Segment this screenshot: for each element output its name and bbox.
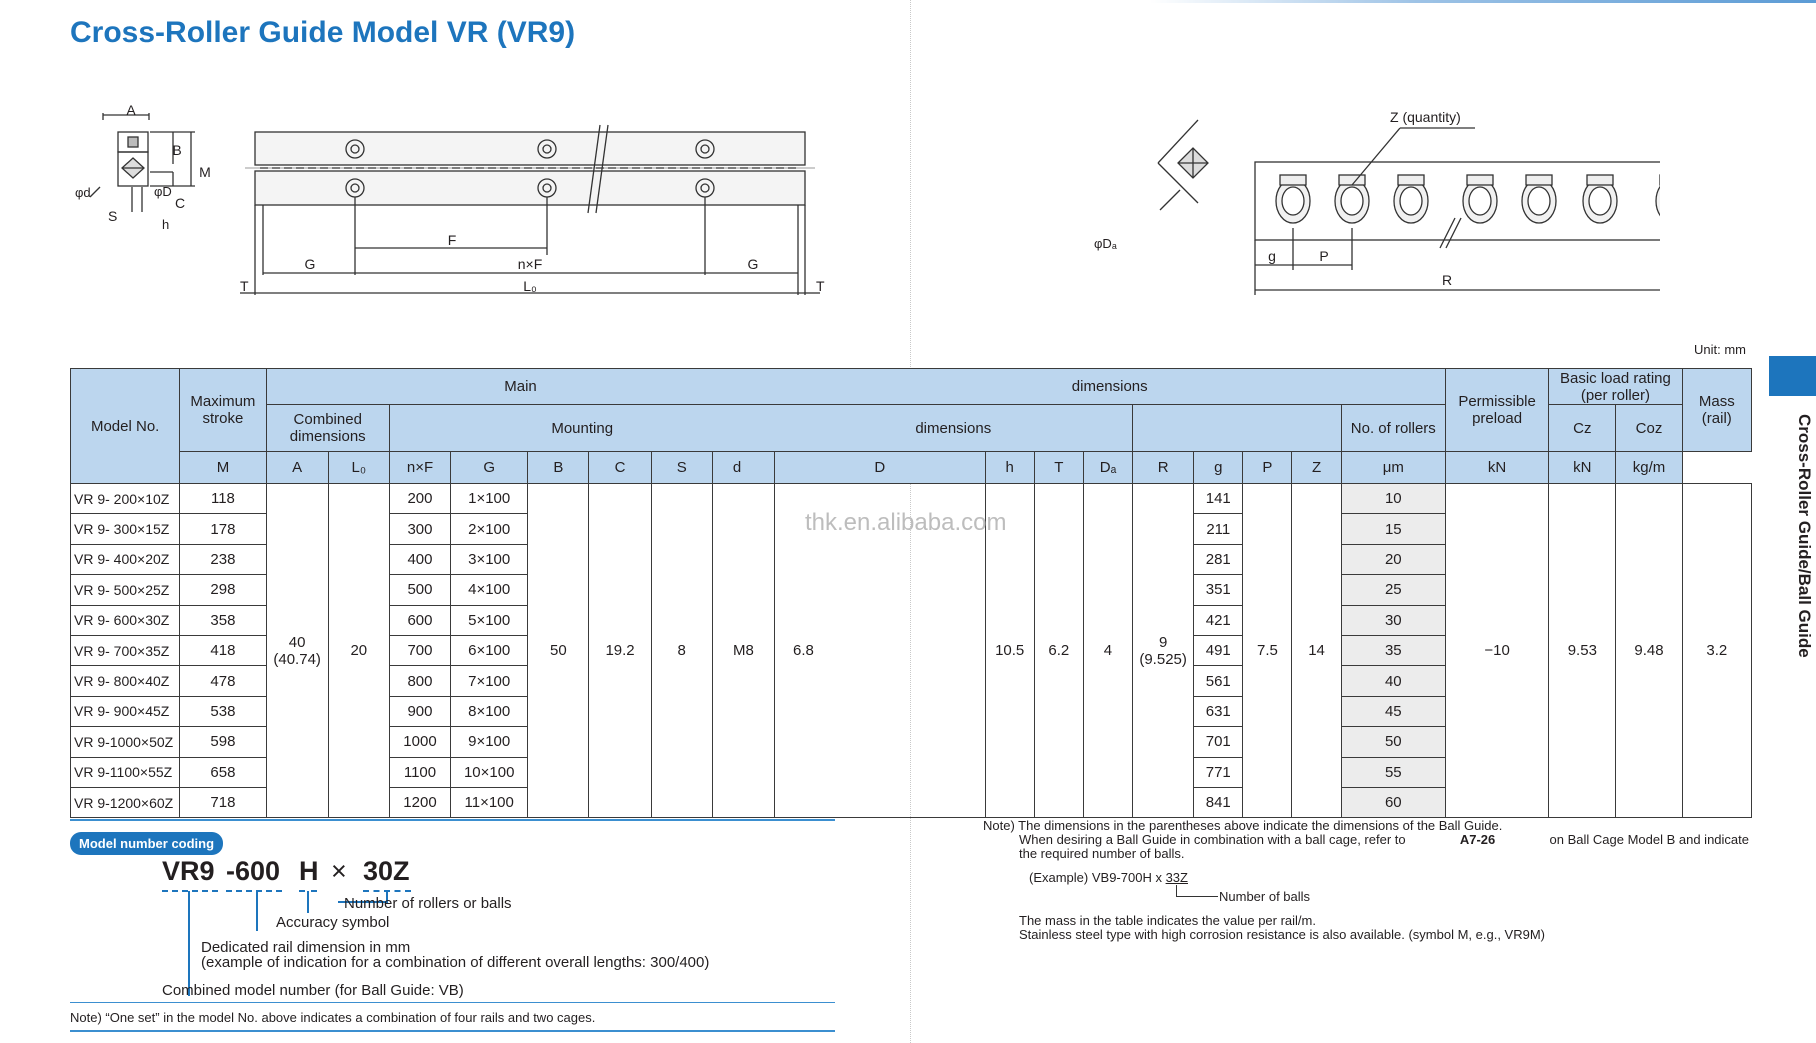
unit-label: Unit: mm (1694, 342, 1746, 357)
cell-lo: 700 (389, 635, 450, 665)
cell-da-alt: (9.525) (1139, 650, 1187, 668)
th-col-kgm: kg/m (1616, 452, 1682, 484)
cell-nf: 2×100 (451, 514, 528, 544)
label-t-left: T (240, 278, 249, 294)
note-example-label: (Example) VB9-700H x (1029, 870, 1162, 885)
coding-rail-dim-text: Dedicated rail dimension in mm (201, 939, 411, 956)
th-dimensions-2: dimensions (775, 405, 1133, 452)
side-section-label: Cross-Roller Guide/Ball Guide (1795, 414, 1814, 658)
cell-r: 141 (1194, 484, 1243, 514)
cell-r: 351 (1194, 575, 1243, 605)
cell-m-value: 40 (288, 633, 306, 651)
top-decor-line (1150, 0, 1816, 3)
cell-lo: 500 (389, 575, 450, 605)
cell-r: 421 (1194, 605, 1243, 635)
cell-g: 50 (528, 484, 589, 818)
cell-r: 771 (1194, 757, 1243, 787)
note-line-2b: on Ball Cage Model B and indicate (1549, 832, 1749, 847)
th-col-t: T (1034, 452, 1083, 484)
cell-h: 6.2 (1034, 484, 1083, 818)
cell-z: 30 (1341, 605, 1445, 635)
th-no-rollers: No. of rollers (1341, 405, 1445, 452)
cell-r: 561 (1194, 666, 1243, 696)
cell-model-no: VR 9- 600×30Z (71, 605, 180, 635)
label-da: φDₐ (1094, 236, 1117, 251)
cell-max-stroke: 598 (180, 727, 266, 757)
cell-r: 491 (1194, 635, 1243, 665)
cell-coz: 9.48 (1616, 484, 1682, 818)
th-preload: Permissible preload (1445, 369, 1548, 452)
cell-max-stroke: 718 (180, 787, 266, 817)
th-col-l0: L₀ (328, 452, 389, 484)
note-line-4: The mass in the table indicates the value per rail/m. (1019, 913, 1316, 928)
cell-d: 6.8 (775, 484, 986, 818)
th-model-no: Model No. (71, 369, 180, 484)
note-example-connector-h (1176, 896, 1218, 897)
header-row-1 (71, 369, 1752, 405)
label-big-d: φD (154, 184, 172, 199)
header-row-3 (71, 452, 1752, 484)
cell-max-stroke: 118 (180, 484, 266, 514)
cell-lo: 800 (389, 666, 450, 696)
cell-z: 15 (1341, 514, 1445, 544)
cage-rollers (1276, 175, 1660, 223)
cell-max-stroke: 178 (180, 514, 266, 544)
th-main: Main (266, 369, 774, 405)
th-col-da: Dₐ (1083, 452, 1132, 484)
cell-nf: 5×100 (451, 605, 528, 635)
coding-mid-rule (70, 1002, 835, 1003)
th-col-r: R (1133, 452, 1194, 484)
note-ref: A7-26 (1459, 832, 1496, 847)
cell-model-no: VR 9-1200×60Z (71, 787, 180, 817)
label-small-d: φd (75, 185, 91, 200)
cell-nf: 8×100 (451, 696, 528, 726)
cell-z: 45 (1341, 696, 1445, 726)
cell-p: 14 (1292, 484, 1341, 818)
cell-z: 55 (1341, 757, 1445, 787)
cell-r: 631 (1194, 696, 1243, 726)
cell-model-no: VR 9- 500×25Z (71, 575, 180, 605)
cell-z: 60 (1341, 787, 1445, 817)
cell-lo: 600 (389, 605, 450, 635)
th-col-a: A (266, 452, 328, 484)
coding-accuracy-text: Accuracy symbol (276, 914, 390, 931)
code-part-length: -600 (226, 856, 281, 886)
th-mounting: Mounting (389, 405, 774, 452)
cell-model-no: VR 9- 700×35Z (71, 635, 180, 665)
th-col-kn-1: kN (1445, 452, 1548, 484)
cell-max-stroke: 238 (180, 544, 266, 574)
note-line-2a: When desiring a Ball Guide in combination with a ball cage, refer to (1019, 832, 1406, 847)
cell-max-stroke: 478 (180, 666, 266, 696)
note-line-1: Note) The dimensions in the parentheses above indicate the dimensions of the Ball Guide. (983, 818, 1503, 833)
rail-dimension-diagram (70, 95, 850, 310)
note-example (1029, 870, 1188, 885)
cell-r: 841 (1194, 787, 1243, 817)
cell-cz: 9.53 (1549, 484, 1616, 818)
note-line-2 (1019, 832, 1749, 847)
code-part-model: VR9 (162, 856, 215, 886)
cell-nf: 11×100 (451, 787, 528, 817)
th-col-kn-2: kN (1549, 452, 1616, 484)
cell-nf: 7×100 (451, 666, 528, 696)
note-example-connector (1176, 885, 1177, 896)
cage-diagram (1080, 100, 1660, 300)
cell-nf: 1×100 (451, 484, 528, 514)
cell-max-stroke: 658 (180, 757, 266, 787)
cell-max-stroke: 298 (180, 575, 266, 605)
cell-lo: 1100 (389, 757, 450, 787)
cell-z: 50 (1341, 727, 1445, 757)
cell-nf: 3×100 (451, 544, 528, 574)
cell-max-stroke: 538 (180, 696, 266, 726)
cell-da (1133, 484, 1194, 818)
code-part-times: × (331, 856, 347, 886)
cell-max-stroke: 358 (180, 605, 266, 635)
th-col-s: S (651, 452, 712, 484)
cell-lo: 1200 (389, 787, 450, 817)
connector-model (188, 891, 190, 996)
cell-model-no: VR 9-1000×50Z (71, 727, 180, 757)
label-t-right: T (816, 278, 825, 294)
label-m: M (199, 164, 211, 180)
cell-nf: 10×100 (451, 757, 528, 787)
rail-bottom (255, 171, 805, 205)
th-col-d: d (712, 452, 774, 484)
cell-a: 20 (328, 484, 389, 818)
cell-r: 701 (1194, 727, 1243, 757)
label-h: h (162, 217, 170, 232)
cell-r: 281 (1194, 544, 1243, 574)
underline-length (226, 890, 282, 892)
cell-model-no: VR 9- 300×15Z (71, 514, 180, 544)
th-col-g: G (451, 452, 528, 484)
th-col-big-d: D (775, 452, 986, 484)
th-blank (1133, 405, 1342, 452)
cell-model-no: VR 9- 200×10Z (71, 484, 180, 514)
cell-m-alt: (40.74) (273, 650, 321, 668)
label-a: A (126, 102, 136, 118)
cell-lo: 400 (389, 544, 450, 574)
label-f: F (447, 232, 457, 248)
th-col-um: μm (1341, 452, 1445, 484)
note-example-z: 33Z (1165, 870, 1188, 885)
th-col-small-g: g (1194, 452, 1243, 484)
label-small-g: g (1268, 248, 1276, 264)
side-tab-marker (1769, 356, 1816, 396)
rail-top (255, 132, 805, 165)
th-col-m: M (180, 452, 266, 484)
label-s: S (108, 208, 118, 224)
coding-rollers-text: Number of rollers or balls (344, 895, 512, 912)
cell-z: 35 (1341, 635, 1445, 665)
cell-nf: 9×100 (451, 727, 528, 757)
coding-combined-text: Combined model number (for Ball Guide: VB) (162, 982, 464, 999)
th-coz: Coz (1616, 405, 1682, 452)
th-col-z: Z (1292, 452, 1341, 484)
code-part-accuracy: H (299, 856, 319, 886)
underline-model (162, 890, 218, 892)
cell-z: 10 (1341, 484, 1445, 514)
cell-z: 20 (1341, 544, 1445, 574)
note-line-5: Stainless steel type with high corrosion resistance is also available. (symbol M, e.g., VR9M) (1019, 927, 1545, 942)
coding-bottom-rule (70, 1030, 835, 1032)
label-p: P (1319, 248, 1329, 264)
cell-lo: 200 (389, 484, 450, 514)
cell-model-no: VR 9- 400×20Z (71, 544, 180, 574)
model-coding-badge: Model number coding (70, 832, 223, 855)
label-g-left: G (304, 256, 316, 272)
label-r: R (1441, 272, 1453, 288)
coding-note: Note) “One set” in the model No. above indicates a combination of four rails and two cages. (70, 1010, 596, 1025)
label-nf: n×F (517, 256, 543, 272)
code-part-rollers: 30Z (363, 856, 410, 886)
th-col-c: C (589, 452, 651, 484)
th-cz: Cz (1549, 405, 1616, 452)
note-num-balls: Number of balls (1219, 889, 1311, 904)
cell-small-g: 7.5 (1243, 484, 1292, 818)
th-max-stroke: Maximum stroke (180, 369, 266, 452)
cell-big-d: 10.5 (985, 484, 1034, 818)
cell-model-no: VR 9- 900×45Z (71, 696, 180, 726)
cell-da-value: 9 (1158, 633, 1168, 651)
coding-rail-dim-example: (example of indication for a combination of different overall lengths: 300/400) (201, 954, 710, 971)
connector-length (256, 891, 258, 931)
cell-z: 25 (1341, 575, 1445, 605)
label-b: B (172, 142, 182, 158)
cell-preload: −10 (1445, 484, 1548, 818)
th-combined: Combined dimensions (266, 405, 389, 452)
label-g-right: G (747, 256, 759, 272)
cell-max-stroke: 418 (180, 635, 266, 665)
th-dimensions: dimensions (775, 369, 1446, 405)
cell-lo: 300 (389, 514, 450, 544)
label-l0: L₀ (523, 278, 537, 294)
cell-model-no: VR 9-1100×55Z (71, 757, 180, 787)
cell-lo: 900 (389, 696, 450, 726)
cell-mass: 3.2 (1682, 484, 1751, 818)
page-title: Cross-Roller Guide Model VR (VR9) (70, 16, 576, 49)
label-c: C (175, 195, 186, 211)
cell-nf: 6×100 (451, 635, 528, 665)
cell-model-no: VR 9- 800×40Z (71, 666, 180, 696)
th-col-h: h (985, 452, 1034, 484)
watermark: thk.en.alibaba.com (805, 509, 1007, 536)
th-load-rating: Basic load rating (per roller) (1549, 369, 1682, 405)
th-mass: Mass (rail) (1682, 369, 1751, 452)
cell-z: 40 (1341, 666, 1445, 696)
cell-lo: 1000 (389, 727, 450, 757)
spec-table (70, 368, 1752, 818)
cell-m (266, 484, 328, 818)
th-col-b: B (528, 452, 589, 484)
cell-c: 8 (651, 484, 712, 818)
connector-accuracy (307, 891, 309, 913)
cell-nf: 4×100 (451, 575, 528, 605)
cell-b: 19.2 (589, 484, 651, 818)
cell-t: 4 (1083, 484, 1132, 818)
th-col-p: P (1243, 452, 1292, 484)
cell-r: 211 (1194, 514, 1243, 544)
cell-s: M8 (712, 484, 774, 818)
note-line-3: the required number of balls. (1019, 846, 1185, 861)
label-z-quantity: Z (quantity) (1390, 109, 1461, 125)
th-col-nf: n×F (389, 452, 450, 484)
coding-top-rule (70, 819, 835, 821)
